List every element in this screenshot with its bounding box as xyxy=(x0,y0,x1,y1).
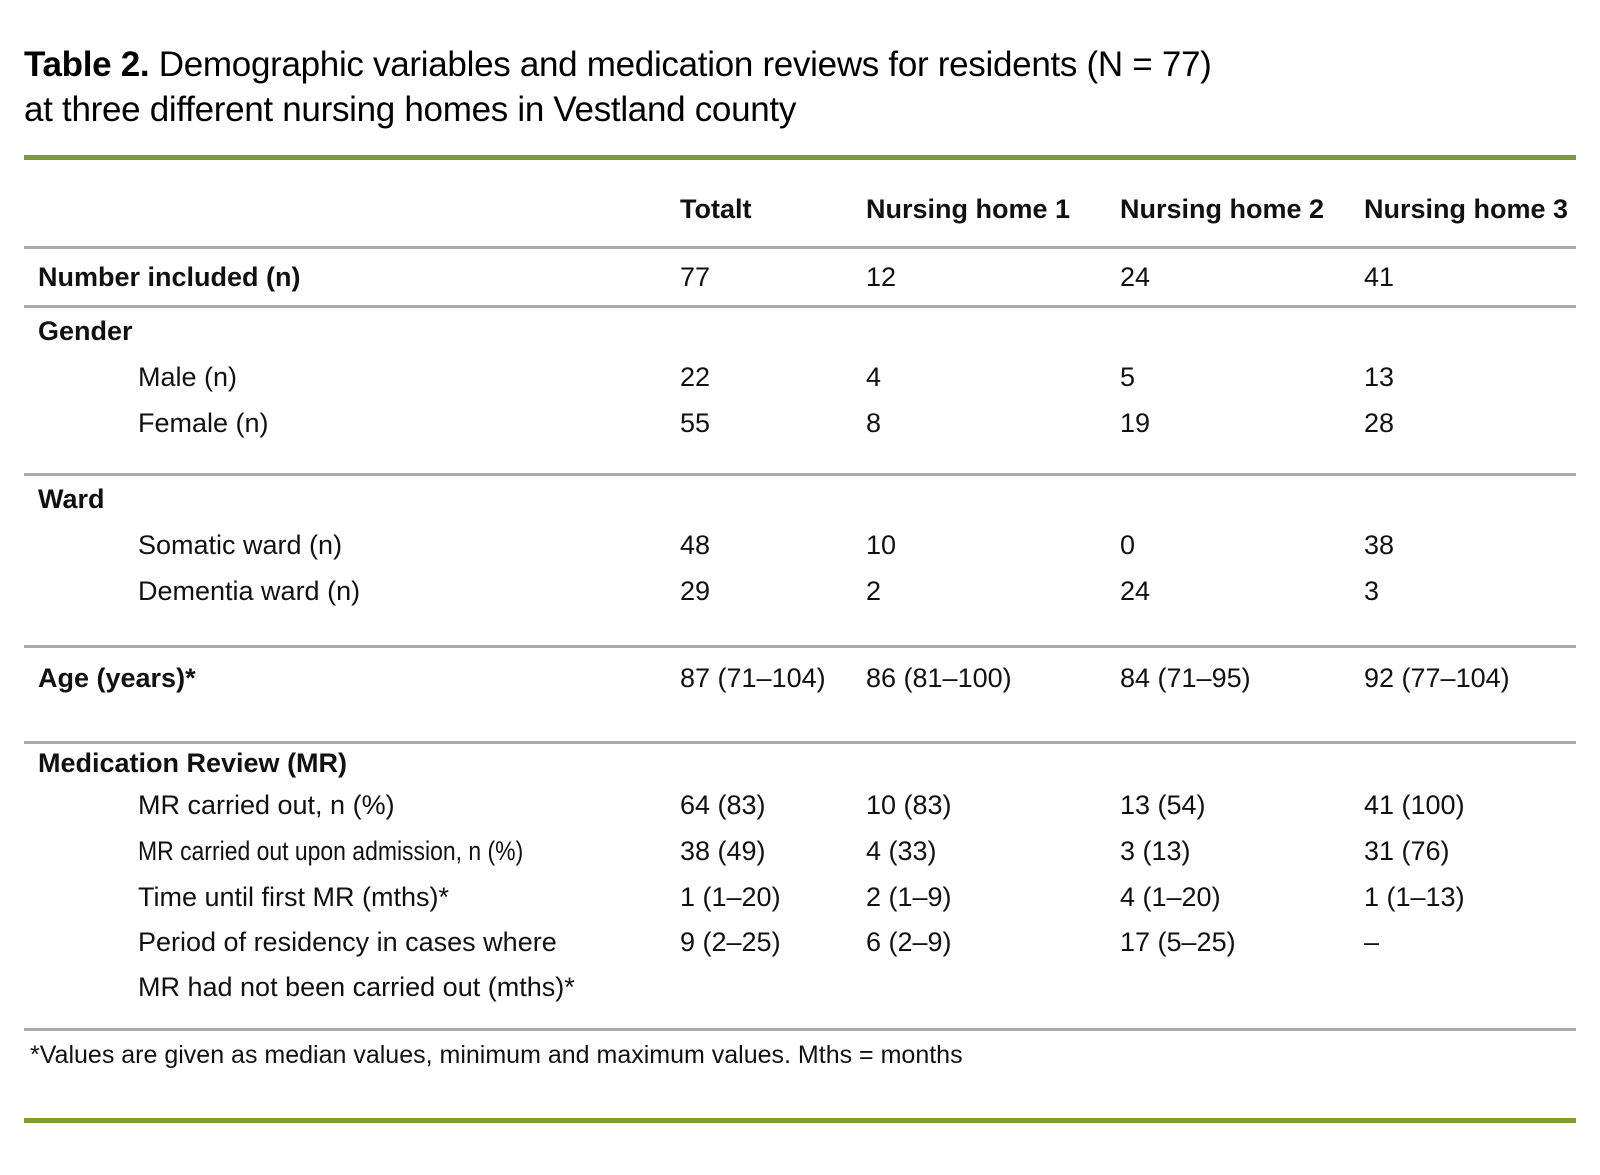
cell-value: 92 (77–104) xyxy=(1364,662,1510,693)
cell-value: 86 (81–100) xyxy=(866,662,1012,693)
row-label: Gender xyxy=(38,315,133,346)
table-row xyxy=(24,308,1576,354)
bottom-accent-rule xyxy=(24,1118,1576,1123)
table-row xyxy=(24,744,1576,782)
row-label: Ward xyxy=(38,483,105,514)
cell-value: 55 xyxy=(680,407,711,438)
row-label-line1: Period of residency in cases where xyxy=(138,927,557,957)
cell-value: 31 (76) xyxy=(1364,835,1450,866)
cell-value: 24 xyxy=(1120,575,1151,606)
table-row xyxy=(24,828,1576,874)
cell-value: 87 (71–104) xyxy=(680,662,826,693)
cell-value: 2 xyxy=(866,575,882,606)
table-row xyxy=(24,568,1576,614)
cell-value: 24 xyxy=(1120,261,1151,292)
cell-value: 19 xyxy=(1120,407,1151,438)
cell-value: 0 xyxy=(1120,529,1136,560)
row-label: MR carried out, n (%) xyxy=(138,789,395,820)
cell-value: 8 xyxy=(866,407,882,438)
cell-value: 29 xyxy=(680,575,711,606)
row-label-line2: MR had not been carried out (mths)* xyxy=(138,972,575,1002)
cell-value: 10 xyxy=(866,529,897,560)
row-label: Number included (n) xyxy=(38,261,301,292)
row-label: Age (years)* xyxy=(38,662,196,693)
row-label: Male (n) xyxy=(138,361,238,392)
cell-value: 41 (100) xyxy=(1364,789,1465,820)
row-label: Time until first MR (mths)* xyxy=(138,881,450,912)
cell-value: 1 (1–20) xyxy=(680,881,781,912)
cell-value: 17 (5–25) xyxy=(1120,927,1236,957)
cell-value: – xyxy=(1364,927,1380,957)
table-number-label: Table 2. xyxy=(24,45,150,84)
table-figure xyxy=(0,42,1600,1123)
row-label: Dementia ward (n) xyxy=(138,575,361,606)
cell-value: 64 (83) xyxy=(680,789,766,820)
cell-value: 13 (54) xyxy=(1120,789,1206,820)
cell-value: 4 (33) xyxy=(866,835,937,866)
cell-value: 4 (1–20) xyxy=(1120,881,1221,912)
cell-value: 5 xyxy=(1120,361,1136,392)
table-body xyxy=(24,249,1576,1012)
cell-value: 2 (1–9) xyxy=(866,881,952,912)
table-title xyxy=(24,42,1576,132)
footnote-divider xyxy=(24,1028,1576,1031)
table-header-row xyxy=(24,160,1576,246)
table-row xyxy=(24,476,1576,522)
cell-value: 9 (2–25) xyxy=(680,927,781,957)
column-header: Nursing home 3 xyxy=(1364,193,1569,224)
cell-value: 3 (13) xyxy=(1120,835,1191,866)
column-header: Nursing home 1 xyxy=(866,193,1071,224)
cell-value: 10 (83) xyxy=(866,789,952,820)
cell-value: 48 xyxy=(680,529,711,560)
table-row xyxy=(24,354,1576,400)
row-label-text: MR carried out upon admission, n (%) xyxy=(138,835,524,866)
column-header: Nursing home 2 xyxy=(1120,193,1325,224)
cell-value: 38 xyxy=(1364,529,1395,560)
table-row xyxy=(24,648,1576,708)
cell-value: 38 (49) xyxy=(680,835,766,866)
cell-value: 3 xyxy=(1364,575,1380,606)
table-row xyxy=(24,249,1576,305)
row-label: Medication Review (MR) xyxy=(38,747,348,778)
row-label: Somatic ward (n) xyxy=(138,529,343,560)
cell-value: 13 xyxy=(1364,361,1395,392)
row-label xyxy=(24,836,680,867)
table-row xyxy=(24,782,1576,828)
table-title-line2: at three different nursing homes in Vestland county xyxy=(24,90,797,129)
row-label: Female (n) xyxy=(138,407,269,438)
cell-value: 28 xyxy=(1364,407,1395,438)
table-footnote: *Values are given as median values, minimum and maximum values. Mths = months xyxy=(30,1041,963,1069)
cell-value: 41 xyxy=(1364,261,1395,292)
table-row xyxy=(24,920,1576,1012)
cell-value: 77 xyxy=(680,261,711,292)
table-row xyxy=(24,400,1576,446)
cell-value: 1 (1–13) xyxy=(1364,881,1465,912)
cell-value: 22 xyxy=(680,361,711,392)
table-row xyxy=(24,874,1576,920)
column-header: Totalt xyxy=(680,193,752,224)
table-row xyxy=(24,522,1576,568)
cell-value: 6 (2–9) xyxy=(866,927,952,957)
cell-value: 84 (71–95) xyxy=(1120,662,1251,693)
cell-value: 12 xyxy=(866,261,897,292)
cell-value: 4 xyxy=(866,361,882,392)
row-label xyxy=(24,920,680,1010)
table-title-text: Demographic variables and medication reviews for residents (N = 77) xyxy=(158,45,1212,84)
table-title-line1 xyxy=(24,42,1576,87)
